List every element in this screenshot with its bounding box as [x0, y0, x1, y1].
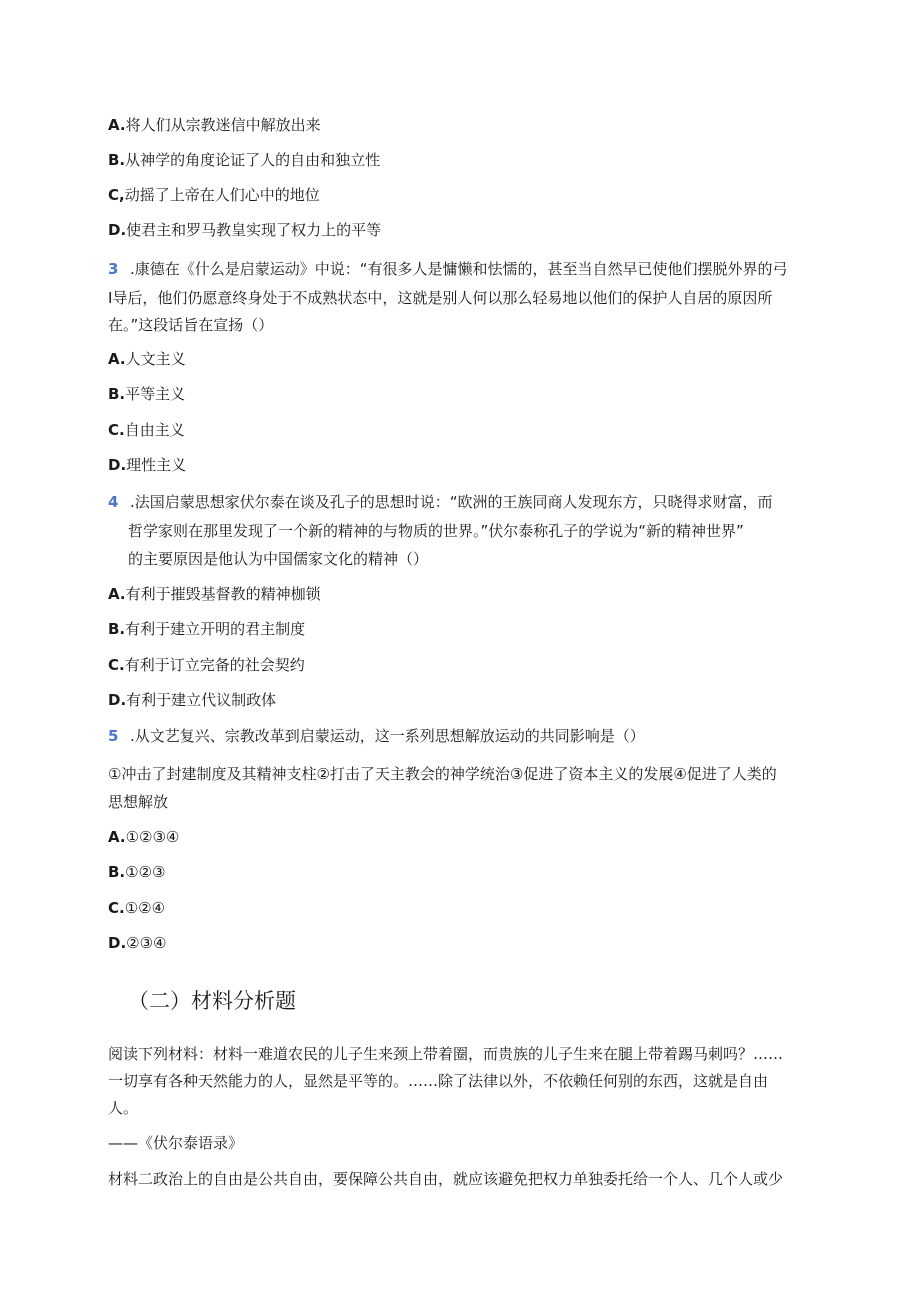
- option-text: 将人们从宗教迷信中解放出来: [125, 116, 321, 134]
- option-letter: A.: [108, 585, 126, 603]
- option-letter: C.: [108, 899, 125, 917]
- option-text: 动摇了上帝在人们心中的地位: [124, 186, 320, 204]
- option-letter: D.: [108, 691, 127, 709]
- q4-stem-line-1: .法国启蒙思想家伏尔泰在谈及孔子的思想时说：“欧洲的王族同商人发现东方，只晓得求财富，而: [130, 493, 773, 511]
- question-number: 4: [108, 493, 119, 511]
- q3-option-c[interactable]: [108, 420, 185, 440]
- option-letter: A.: [108, 116, 126, 134]
- option-letter: D.: [108, 934, 127, 952]
- material-line-2: 一切享有各种天然能力的人，显然是平等的。……除了法律以外，不依赖任何别的东西，这就是自由: [108, 1072, 769, 1090]
- material-line-1: 阅读下列材料：材料一难道农民的儿子生来颈上带着圈，而贵族的儿子生来在腿上带着踢马刺吗？……: [108, 1045, 784, 1063]
- q2-option-c[interactable]: [108, 185, 320, 205]
- option-letter: D.: [108, 221, 127, 239]
- option-text: ①②③: [125, 863, 166, 881]
- question-number: 5: [108, 727, 119, 745]
- q3-stem-line-1: .康德在《什么是启蒙运动》中说：“有很多人是慵懒和怯懦的，甚至当自然早已使他们摆脱外界的弓: [130, 260, 788, 278]
- option-text: 平等主义: [125, 385, 186, 403]
- option-text: 从神学的角度论证了人的自由和独立性: [125, 151, 381, 169]
- q5-option-b[interactable]: [108, 862, 165, 882]
- option-letter: D.: [108, 456, 127, 474]
- q5-option-c[interactable]: [108, 898, 165, 918]
- material-two-line: 材料二政治上的自由是公共自由，要保障公共自由，就应该避免把权力单独委托给一个人、几个人或少: [108, 1170, 784, 1188]
- option-text: 自由主义: [124, 421, 185, 439]
- option-letter: B.: [108, 863, 126, 881]
- option-letter: C.: [108, 421, 125, 439]
- question-number: 3: [108, 260, 119, 278]
- option-text: ①②③④: [125, 828, 180, 846]
- q5-option-a[interactable]: [108, 827, 179, 847]
- q3-stem-line-3: 在。”这段话旨在宣扬（）: [108, 316, 274, 334]
- option-letter: C.: [108, 656, 125, 674]
- q4-option-a[interactable]: [108, 584, 321, 604]
- option-text: 有利于建立开明的君主制度: [125, 620, 306, 638]
- section-title: （二）材料分析题: [128, 989, 296, 1013]
- option-letter: A.: [108, 350, 126, 368]
- q3-option-a[interactable]: [108, 349, 186, 369]
- material-line-3: 人。: [108, 1099, 139, 1117]
- option-text: 人文主义: [125, 350, 186, 368]
- option-text: 有利于建立代议制政体: [126, 691, 277, 709]
- option-letter: B.: [108, 385, 126, 403]
- q4-option-d[interactable]: [108, 690, 276, 710]
- q5-statements-line-2: 思想解放: [108, 793, 169, 811]
- option-letter: A.: [108, 828, 126, 846]
- q5-statements-line-1: ①冲击了封建制度及其精神支柱②打击了天主教会的神学统治③促进了资本主义的发展④促进了人类的: [108, 765, 777, 783]
- q4-option-b[interactable]: [108, 619, 305, 639]
- q2-option-a[interactable]: [108, 115, 321, 135]
- q2-option-d[interactable]: [108, 220, 381, 240]
- q3-stem-line-2: I导后，他们仍愿意终身处于不成熟状态中，这就是别人何以那么轻易地以他们的保护人自居的原因所: [108, 289, 773, 307]
- option-text: 理性主义: [126, 456, 187, 474]
- option-text: ②③④: [126, 934, 167, 952]
- q3-option-b[interactable]: [108, 384, 185, 404]
- q5-stem: .从文艺复兴、宗教改革到启蒙运动，这一系列思想解放运动的共同影响是（）: [130, 727, 645, 745]
- q4-option-c[interactable]: [108, 655, 305, 675]
- option-text: 有利于摧毁基督教的精神枷锁: [125, 585, 321, 603]
- option-letter: B.: [108, 151, 126, 169]
- q4-stem-line-2: 哲学家则在那里发现了一个新的精神的与物质的世界。”伏尔泰称孔子的学说为“新的精神世界”: [128, 522, 744, 540]
- option-text: 有利于订立完备的社会契约: [124, 656, 305, 674]
- option-letter: C,: [108, 186, 125, 204]
- material-source: ——《伏尔泰语录》: [108, 1134, 244, 1152]
- q3-option-d[interactable]: [108, 455, 186, 475]
- q4-stem-line-3: 的主要原因是他认为中国儒家文化的精神（）: [128, 550, 429, 568]
- option-text: ①②④: [124, 899, 166, 917]
- q2-option-b[interactable]: [108, 150, 380, 170]
- q5-option-d[interactable]: [108, 933, 167, 953]
- option-text: 使君主和罗马教皇实现了权力上的平等: [126, 221, 382, 239]
- option-letter: B.: [108, 620, 126, 638]
